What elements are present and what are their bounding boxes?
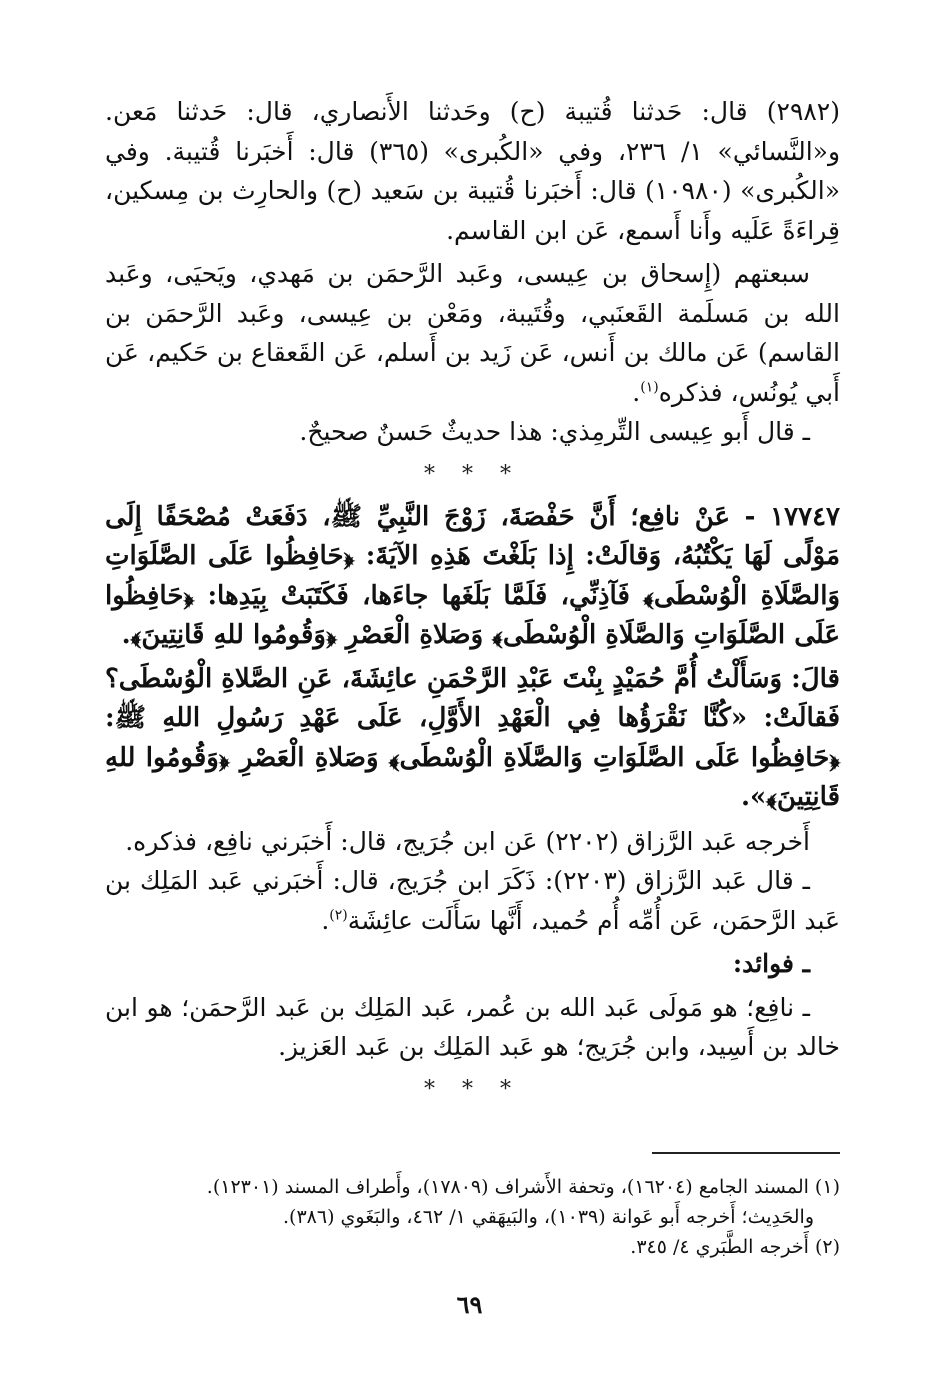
paragraph-sources: (٢٩٨٢) قال: حَدثنا قُتيبة (ح) وحَدثنا الأَنصاري، قال: حَدثنا مَعن. و«النَّسائي» ١/ ٢٣٦، وفي «الكُبرى» (٣٦٥) قال: أَخبَرنا قُتيبة. وفي «الكُبرى» (١٠٩٨٠) قال: أَخبَرنا قُتيبة بن سَعيد (ح) والحارِث بن مِسكين، قِراءَةً عَلَيه وأَنا أَسمع، عَن ابن القاسم. xyxy=(105,97,841,245)
paragraph-tirmidhi-grading: ـ قال أَبو عِيسى التِّرمِذي: هذا حديثٌ حَسنٌ صحيحٌ. xyxy=(299,417,810,446)
paragraph-narrators xyxy=(105,254,840,412)
page-number: ٦٩ xyxy=(456,1290,483,1319)
footnote-2: (٢) أَخرجه الطَّبَري ٤/ ٣٤٥. xyxy=(630,1236,840,1258)
period: . xyxy=(321,905,330,935)
footnote-1: (١) المسند الجامع (١٦٢٠٤)، وتحفة الأَشراف (١٧٨٠٩)، وأَطراف المسند (١٢٣٠١). xyxy=(206,1176,840,1198)
hadith-continuation: قالَ: وَسَأَلْتُ أُمَّ حُمَيْدٍ بِنْتَ عَبْدِ الرَّحْمَنِ عائِشَةَ، عَنِ الصَّلاةِ الْوُسْطَى؟ فَقالَتْ: «كُنَّا نَقْرَؤُها فِي الْعَهْدِ الأَوَّلِ، عَلَى عَهْدِ رَسُولِ اللهِ ﷺ: ﴿حَافِظُوا عَلَى الصَّلَوَاتِ وَالصَّلَاةِ الْوُسْطَى﴾ وَصَلاةِ الْعَصْرِ ﴿وَقُومُوا للهِ قَانِتِينَ﴾». xyxy=(105,663,840,812)
hadith-text: ١٧٧٤٧ - عَنْ نافِع؛ أَنَّ حَفْصَةَ، زَوْجَ النَّبِيِّ ﷺ، دَفَعَتْ مُصْحَفًا إِلَى مَوْلًى لَهَا يَكْتُبُهُ، وَقالَتْ: إِذا بَلَغْتَ هَذِهِ الآيَةَ: ﴿حَافِظُوا عَلَى الصَّلَوَاتِ وَالصَّلَاةِ الْوُسْطَى﴾ فَآذِنِّي، فَلَمَّا بَلَغَها جاءَها، فَكَتَبَتْ بِيَدِها: ﴿حَافِظُوا عَلَى الصَّلَوَاتِ وَالصَّلَاةِ الْوُسْطَى﴾ وَصَلاةِ الْعَصْرِ ﴿وَقُومُوا للهِ قَانِتِينَ﴾. xyxy=(105,501,840,650)
section-separator: * * * xyxy=(424,1076,521,1102)
paragraph-takhrij: أَخرجه عَبد الرَّزاق (٢٢٠٢) عَن ابن جُرَيج، قال: أَخبَرني نافِع، فذكره. xyxy=(125,826,810,856)
footnote-mark-2: (٢) xyxy=(329,907,348,924)
paragraph-abdulrazzaq xyxy=(105,861,840,940)
footnote-1-continuation: والحَدِيث؛ أَخرجه أَبو عَوانة (١٠٣٩)، والبَيهَقي ١/ ٤٦٢، والبَغَوي (٣٨٦). xyxy=(283,1206,814,1228)
footnote-divider xyxy=(652,1152,840,1154)
main-text xyxy=(105,92,840,1113)
paragraph-abdulrazzaq-text: ـ قال عَبد الرَّزاق (٢٢٠٣): ذَكَرَ ابن جُرَيج، قال: أَخبَرني عَبد المَلِك بن عَبد الرَّحمَن، عَن أُمِّه أُم حُميد، أَنَّها سَأَلَت عائِشَة xyxy=(105,866,840,935)
footnote-mark-1: (١) xyxy=(640,379,659,396)
period: . xyxy=(632,377,641,407)
section-separator: * * * xyxy=(424,461,521,487)
section-heading-benefits: ـ فوائد: xyxy=(732,949,810,978)
footnotes xyxy=(180,1172,840,1262)
paragraph-narrators-text: سبعتهم (إِسحاق بن عِيسى، وعَبد الرَّحمَن بن مَهدي، ويَحيَى، وعَبد الله بن مَسلَمة القَعنَبي، وقُتَيبة، ومَعْن بن عِيسى، وعَبد الرَّحمَن بن القاسم) عَن مالك بن أَنس، عَن زَيد بن أَسلم، عَن القَعقاع بن حَكيم، عَن أَبي يُونُس، فذكره xyxy=(105,259,840,407)
paragraph-benefits: ـ نافِع؛ هو مَولَى عَبد الله بن عُمر، عَبد المَلِك بن عَبد الرَّحمَن؛ هو ابن خالد بن أَسِيد، وابن جُرَيج؛ هو عَبد المَلِك بن عَبد العَزيز. xyxy=(105,992,840,1061)
